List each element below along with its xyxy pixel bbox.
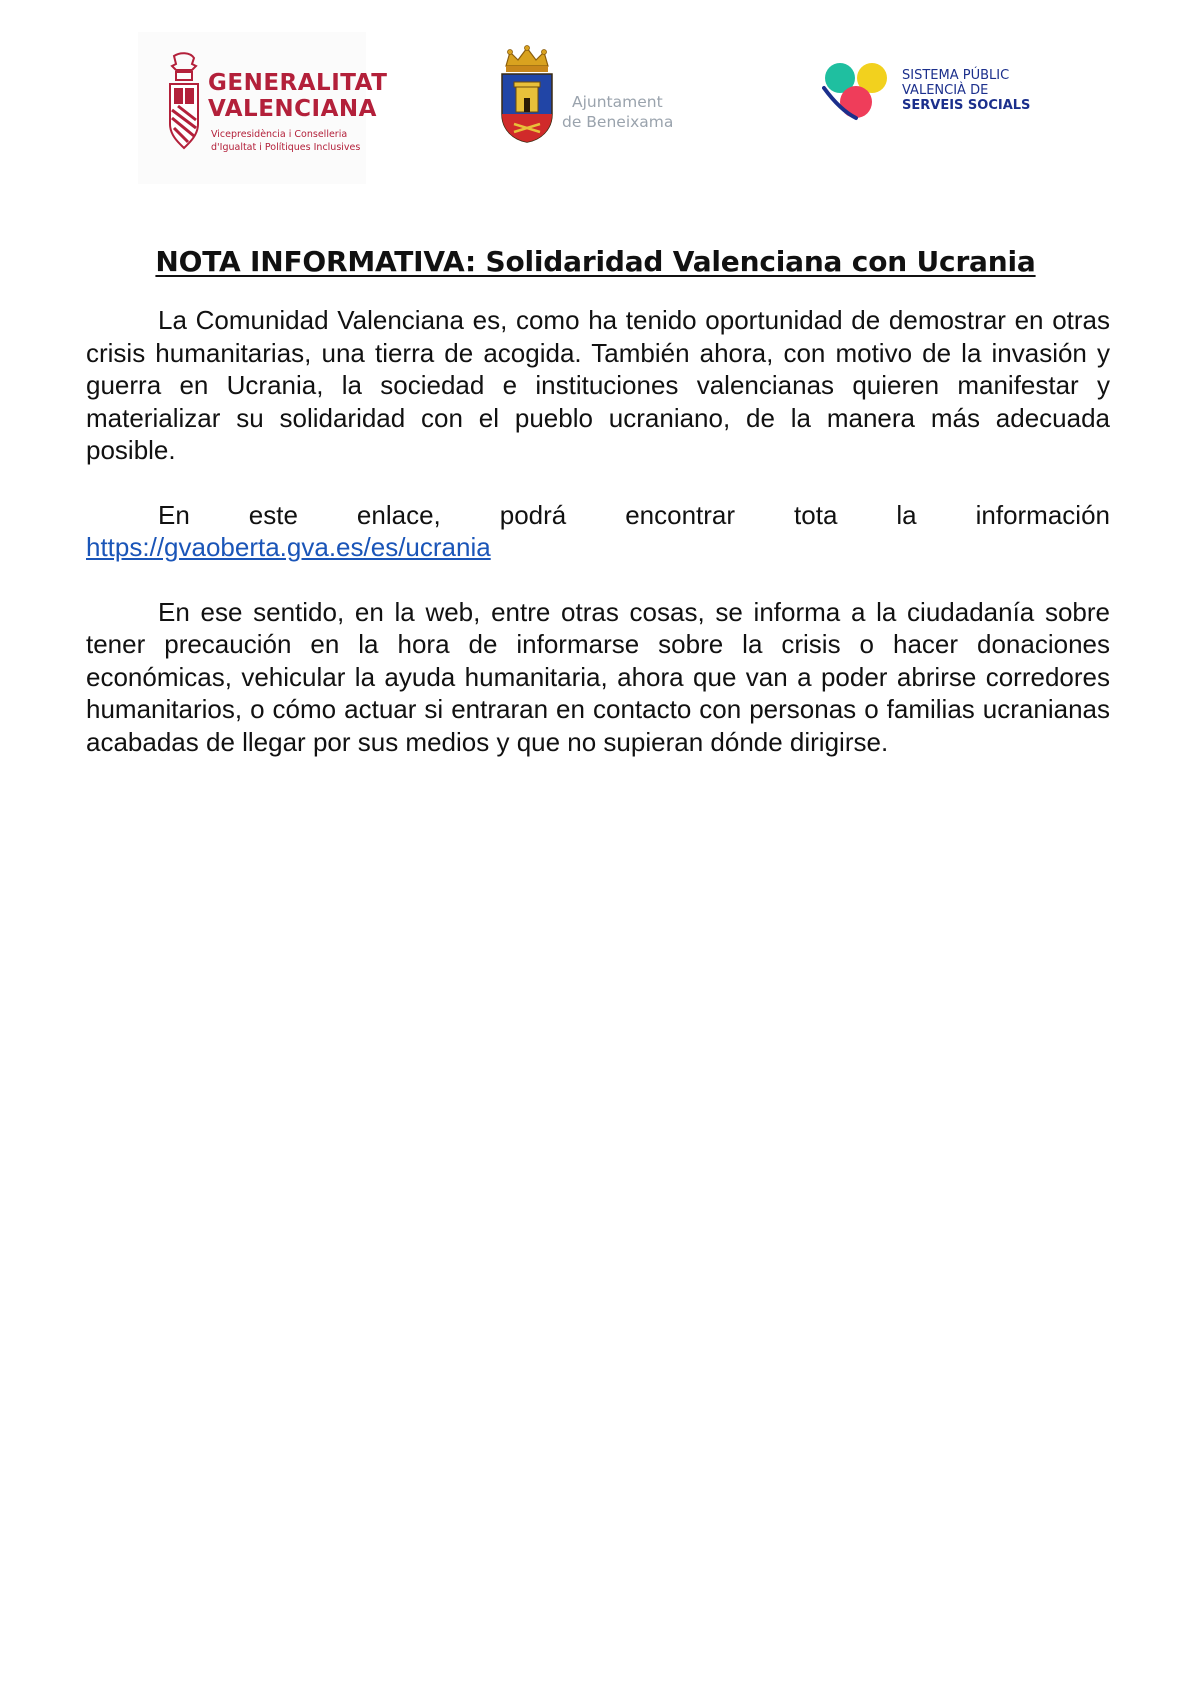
- sps-line3: SERVEIS SOCIALS: [902, 98, 1031, 113]
- ajuntament-line1: Ajuntament: [572, 93, 663, 111]
- sps-line2: VALENCIÀ DE: [902, 83, 989, 98]
- beneixama-shield-icon: [496, 44, 558, 144]
- ucrania-info-link[interactable]: https://gvaoberta.gva.es/es/ucrania: [86, 532, 491, 562]
- gva-sub-line1: Vicepresidència i Conselleria: [211, 129, 348, 140]
- document-body: [86, 304, 1110, 790]
- gva-name-line2: VALENCIANA: [208, 96, 377, 122]
- header-logos: [0, 0, 1191, 200]
- ajuntament-beneixama-logo: [496, 44, 716, 144]
- ajuntament-line2: de Beneixama: [562, 113, 674, 131]
- paragraph-details: En ese sentido, en la web, entre otras cosas, se informa a la ciudadanía sobre tener precaución en la hora de informarse sobre la crisis o hacer donaciones económicas, vehicular la ayuda humanitaria, ahora que van a poder abrirse corredores humanitarios, o cómo actuar si entraran en contacto con personas o familias ucranianas acabadas de llegar por sus medios y que no supieran dónde dirigirse.: [86, 596, 1110, 757]
- paragraph-link-intro: En este enlace, podrá encontrar tota la información: [158, 499, 1110, 530]
- link-line: [86, 531, 1110, 564]
- document-title: NOTA INFORMATIVA: Solidaridad Valenciana con Ucrania: [155, 245, 1036, 278]
- sps-dots-icon: [822, 60, 894, 126]
- serveis-socials-logo: [822, 60, 1042, 126]
- generalitat-valenciana-logo: [138, 32, 388, 184]
- paragraph-intro: La Comunidad Valenciana es, como ha tenido oportunidad de demostrar en otras crisis humanitarias, una tierra de acogida. También ahora, con motivo de la invasión y guerra en Ucrania, la sociedad e instituciones valencianas quieren manifestar y materializar su solidaridad con el pueblo ucraniano, de la manera más adecuada posible.: [86, 305, 1110, 465]
- gva-crest-icon: [166, 52, 202, 170]
- sps-line1: SISTEMA PÚBLIC: [902, 68, 1010, 83]
- gva-sub-line2: d'Igualtat i Polítiques Inclusives: [211, 142, 361, 153]
- gva-name-line1: GENERALITAT: [208, 70, 388, 96]
